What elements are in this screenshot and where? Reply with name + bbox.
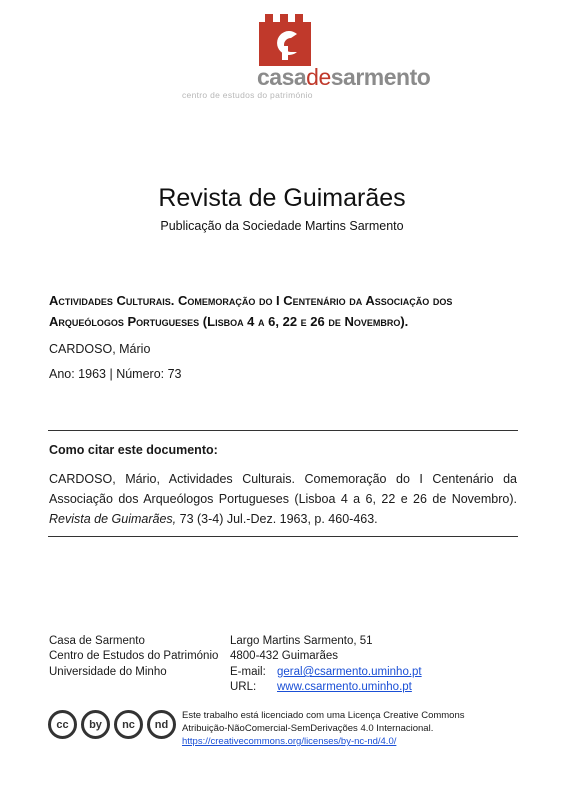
article-author: CARDOSO, Mário	[49, 342, 151, 356]
citation-text-before: CARDOSO, Mário, Actividades Culturais. Comemoração do I Centenário da Associação dos Arqueólogos Portugueses (Lisboa 4 a 6, 22 e 26 de Novembro).	[49, 472, 517, 506]
email-link[interactable]: geral@csarmento.uminho.pt	[277, 666, 422, 678]
article-title: Actividades Culturais. Comemoração do I Centenário da Associação dos Arqueólogos Portugueses (Lisboa 4 a 6, 22 e 26 de Novembro).	[49, 293, 453, 329]
cc-nd-icon: nd	[147, 710, 176, 739]
citation-text	[49, 469, 517, 529]
cc-icon: cc	[48, 710, 77, 739]
divider-top	[48, 430, 518, 431]
website-link[interactable]: www.csarmento.uminho.pt	[277, 681, 412, 693]
cc-by-icon: by	[81, 710, 110, 739]
logo-wordmark	[257, 64, 430, 91]
address-line: Largo Martins Sarmento, 51	[230, 635, 373, 647]
citation-text-after: 73 (3-4) Jul.-Dez. 1963, p. 460-463.	[176, 512, 378, 526]
logo-word-de: de	[306, 64, 331, 90]
divider-bottom	[48, 536, 518, 537]
journal-title: Revista de Guimarães	[158, 184, 406, 212]
creative-commons-badges	[48, 710, 176, 746]
citation-journal: Revista de Guimarães,	[49, 512, 177, 526]
address-line: 4800-432 Guimarães	[230, 650, 339, 662]
institution-line: Centro de Estudos do Património	[49, 650, 219, 662]
logo-word-casa: casa	[257, 64, 307, 90]
cc-nc-icon: nc	[114, 710, 143, 739]
institution-line: Casa de Sarmento	[49, 635, 145, 647]
citation-heading: Como citar este documento:	[49, 443, 218, 457]
logo-word-sarmento: sarmento	[330, 64, 431, 90]
article-issue: Ano: 1963 | Número: 73	[49, 367, 182, 381]
url-label: URL:	[230, 681, 257, 693]
email-label: E-mail:	[230, 666, 266, 678]
institution-line: Universidade do Minho	[49, 666, 167, 678]
license-text-line: Atribuição-NãoComercial-SemDerivações 4.0 Internacional.	[182, 723, 434, 734]
journal-subtitle: Publicação da Sociedade Martins Sarmento	[160, 219, 404, 233]
license-text-line: Este trabalho está licenciado com uma Licença Creative Commons	[182, 710, 465, 721]
casa-de-sarmento-logo-mark	[257, 12, 313, 68]
logo-tagline: centro de estudos do património	[182, 90, 313, 100]
license-link[interactable]: https://creativecommons.org/licenses/by-nc-nd/4.0/	[182, 736, 397, 747]
